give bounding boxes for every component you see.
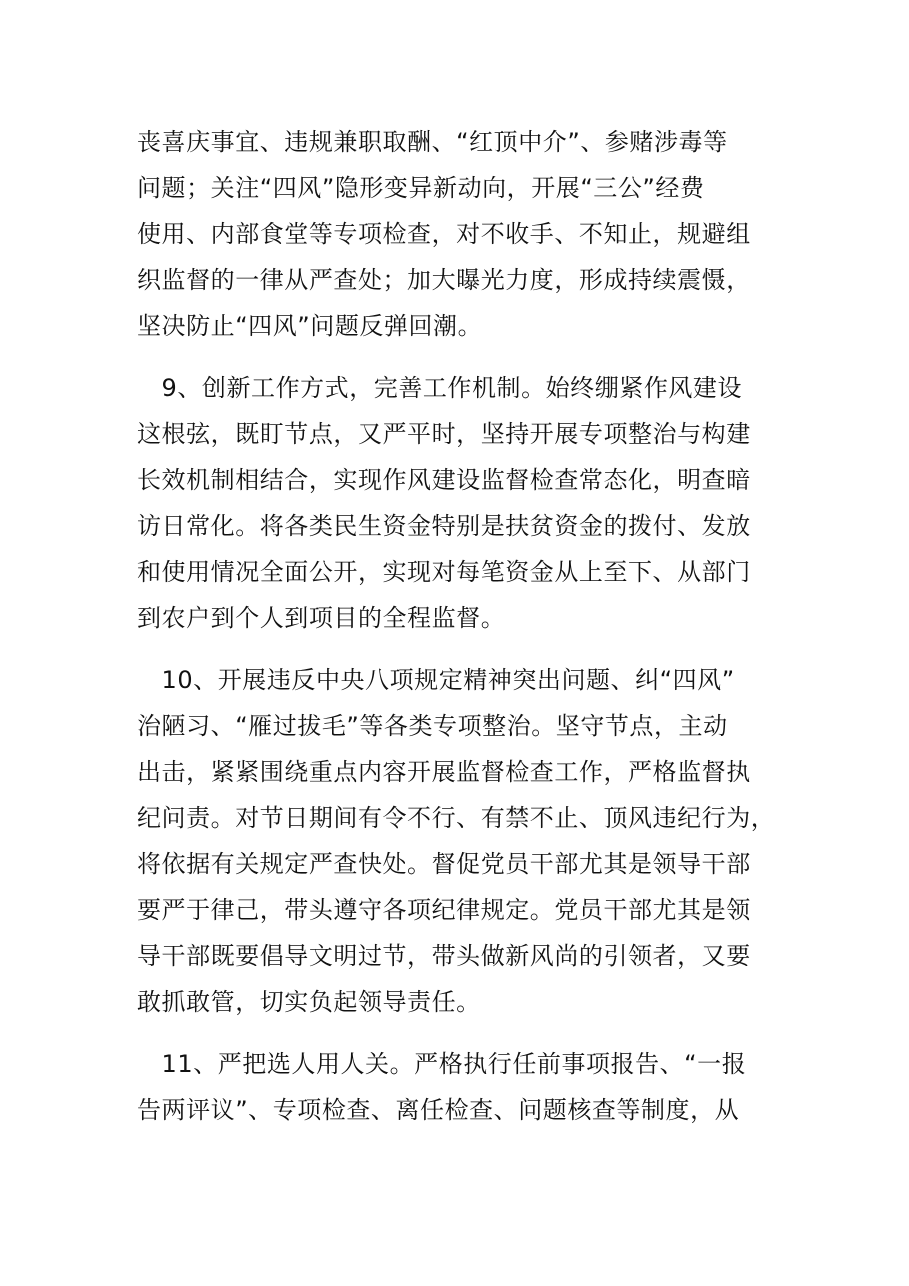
text-line: 治陋习、“雁过拔毛”等各类专项整治。坚守节点，主动 — [137, 712, 728, 740]
text-line: 使用、内部食堂等专项检查，对不收手、不知止，规避组 — [137, 220, 751, 248]
paragraph-item-11 — [137, 1041, 777, 1133]
text-line: 告两评议”、专项检查、离任检查、问题核查等制度，从 — [137, 1096, 740, 1124]
text-line: 出击，紧紧围绕重点内容开展监督检查工作，严格监督执 — [137, 758, 751, 786]
document-body — [137, 119, 777, 1133]
text-line: 9、创新工作方式，完善工作机制。始终绷紧作风建设 — [137, 374, 743, 402]
text-line: 要严于律己，带头遵守各项纪律规定。党员干部尤其是领 — [137, 896, 751, 924]
text-line: 将依据有关规定严查快处。督促党员干部尤其是领导干部 — [137, 850, 751, 878]
paragraph-item-9 — [137, 365, 777, 641]
text-line: 到农户到个人到项目的全程监督。 — [137, 604, 506, 632]
text-line: 10、开展违反中央八项规定精神突出问题、纠“四风” — [137, 666, 735, 694]
text-line: 这根弦，既盯节点，又严平时，坚持开展专项整治与构建 — [137, 420, 751, 448]
text-line: 11、严把选人用人关。严格执行任前事项报告、“一报 — [137, 1050, 747, 1078]
text-line: 纪问责。对节日期间有令不行、有禁不止、顶风违纪行为， — [137, 804, 776, 832]
text-line: 和使用情况全面公开，实现对每笔资金从上至下、从部门 — [137, 558, 751, 586]
paragraph-spacer — [137, 1025, 777, 1041]
text-line: 织监督的一律从严查处；加大曝光力度，形成持续震慑， — [137, 266, 751, 294]
text-line: 导干部既要倡导文明过节，带头做新风尚的引领者，又要 — [137, 942, 751, 970]
text-line: 敢抓敢管，切实负起领导责任。 — [137, 988, 481, 1016]
text-line: 丧喜庆事宜、违规兼职取酬、“红顶中介”、参赌涉毒等 — [137, 128, 728, 156]
paragraph-continued — [137, 119, 777, 349]
paragraph-item-10 — [137, 657, 777, 1025]
text-line: 坚决防止“四风”问题反弹回潮。 — [137, 312, 483, 340]
paragraph-spacer — [137, 641, 777, 657]
text-line: 访日常化。将各类民生资金特别是扶贫资金的拨付、发放 — [137, 512, 751, 540]
paragraph-spacer — [137, 349, 777, 365]
text-line: 长效机制相结合，实现作风建设监督检查常态化，明查暗 — [137, 466, 751, 494]
text-line: 问题；关注“四风”隐形变异新动向，开展“三公”经费 — [137, 174, 705, 202]
